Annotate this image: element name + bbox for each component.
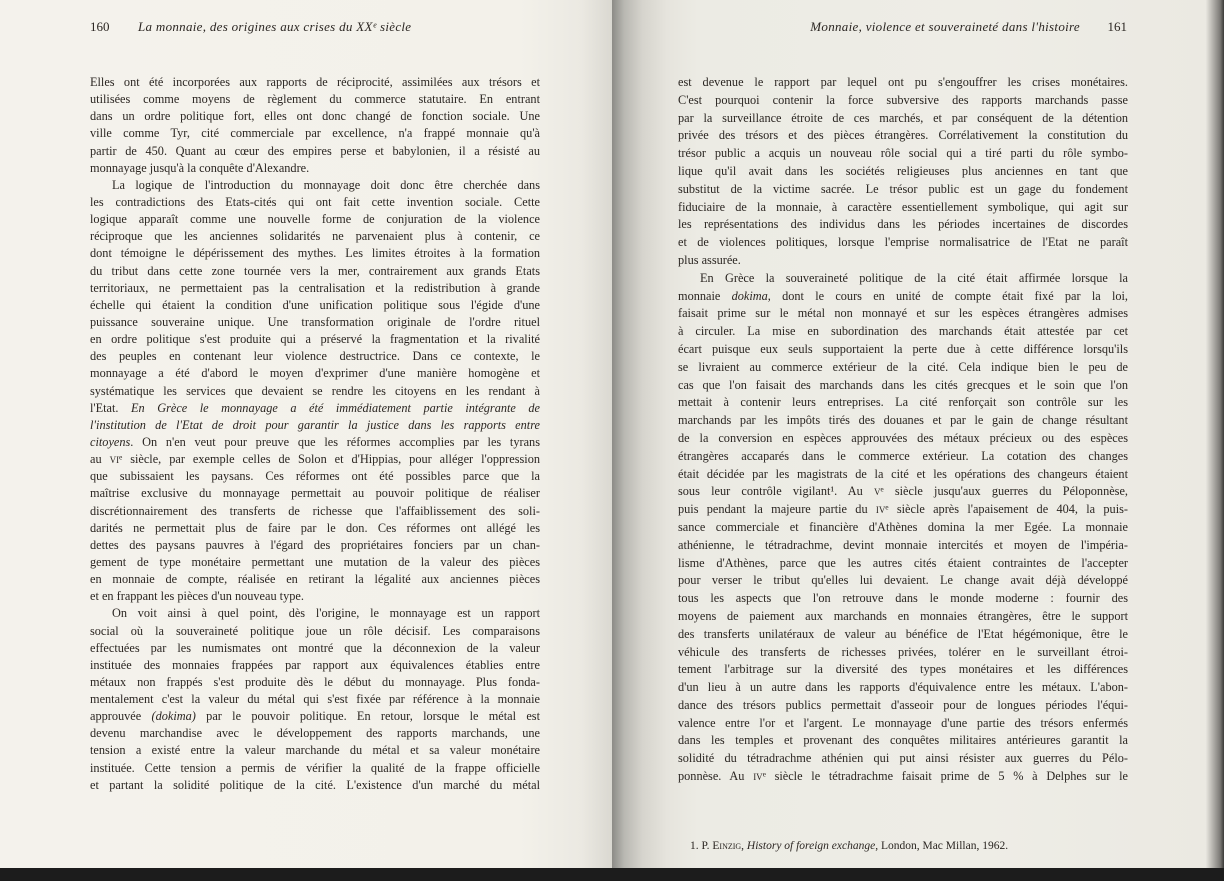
text-segment: en ordre politique s'est produite qui a préservé la fragmentation et la rivalité — [90, 332, 540, 347]
text-line — [678, 395, 1128, 413]
text-line — [90, 624, 540, 641]
text-line — [678, 200, 1128, 218]
text-segment: en monnaie de compte, réalisée en retirant la légalité aux anciennes pièces — [90, 572, 540, 587]
text-line — [678, 360, 1128, 378]
text-segment: tension a existé entre la valeur marchande du métal et sa valeur monétaire — [90, 743, 540, 758]
text-line — [90, 761, 540, 778]
text-segment: monnaie — [678, 288, 732, 303]
text-segment: partir de 450. Quant au cœur des empires perse et babylonien, il a résisté au — [90, 143, 540, 158]
text-line — [90, 606, 540, 623]
text-segment: moyens de paiement aux marchands en monnaies étrangères, être le support — [678, 608, 1128, 623]
text-line — [90, 658, 540, 675]
text-line — [90, 504, 540, 521]
text-line — [90, 521, 540, 538]
text-segment: tous les aspects que l'on retrouve dans le monde moderne : fournir des — [678, 591, 1128, 606]
italic-segment: History of foreign exchange — [746, 840, 876, 852]
text-segment: marchands par les impôts tirés des douanes et par le gain de change résultant — [678, 413, 1128, 428]
text-line — [90, 572, 540, 589]
text-line — [90, 281, 540, 298]
text-segment: En Grèce la souveraineté politique de la cité était affirmée lorsque la — [700, 270, 1128, 285]
text-segment: lique qu'il avait dans les sociétés religieuses plus anciennes en tant que — [678, 163, 1128, 178]
text-line — [90, 675, 540, 692]
text-segment: maîtrise exclusive du monnayage permettait au pouvoir politique de réaliser — [90, 486, 540, 501]
text-segment: valence entre l'or et l'argent. Le monnayage d'une partie des trésors enfermés — [678, 715, 1128, 730]
text-line — [90, 452, 540, 469]
text-line — [90, 161, 540, 178]
text-segment: ᵉ siècle après l'apaisement de 404, la puis- — [885, 502, 1128, 517]
text-segment: et de violences politiques, lorsque l'emprise normalisatrice de l'Etat ne paraît — [678, 235, 1128, 250]
text-segment: La logique de l'introduction du monnayage doit donc être cherchée dans — [112, 177, 540, 192]
italic-segment: dokima — [731, 288, 768, 303]
text-line — [678, 324, 1128, 342]
right-page — [612, 0, 1224, 870]
text-segment: les contradictions des Etats-cités qui ont fait cette invention sociale. Cette — [90, 194, 540, 209]
text-segment: solidité du tétradrachme athénien qui put ainsi résister aux guerres du Pélo- — [678, 751, 1128, 766]
text-segment: dance des trésors publics permettait d'asseoir pour de longues périodes l'équi- — [678, 697, 1128, 712]
right-running-title: Monnaie, violence et souveraineté dans l'histoire — [810, 19, 1080, 34]
text-segment: que subissaient les paysans. Ces réformes ont été possibles parce que la — [90, 469, 540, 484]
text-segment: 1. P. — [690, 840, 713, 852]
text-line — [90, 384, 540, 401]
text-line — [678, 449, 1128, 467]
text-line — [678, 716, 1128, 734]
text-line — [678, 502, 1128, 520]
text-line — [90, 195, 540, 212]
text-segment: écart puisque eux seuls supportaient la perte due à cette différence lorsqu'ils — [678, 341, 1128, 356]
text-line — [90, 264, 540, 281]
text-line — [678, 484, 1128, 502]
text-segment: sance commerciale et financière d'Athènes domina la mer Egée. La monnaie — [678, 519, 1128, 534]
text-line — [678, 733, 1128, 751]
text-segment: instituée. Cette tension a permis de vérifier la qualité de la frappe officielle — [90, 760, 540, 775]
text-line — [678, 591, 1128, 609]
text-segment: . On n'en veut pour preuve que les réformes accomplies par les tyrans — [130, 434, 540, 449]
text-segment: , dont le cours en unité de compte était fixé par la loi, — [767, 288, 1129, 303]
text-segment: des peuples en contenant leur violence destructrice. Dans ce contexte, le — [90, 349, 540, 364]
text-line — [678, 306, 1128, 324]
text-segment: lisme d'Athènes, parce que les autres cités étaient contraintes de l'accepter — [678, 555, 1128, 570]
text-line — [678, 662, 1128, 680]
text-line — [678, 289, 1128, 307]
text-segment: par la surveillance étroite de ces marchés, et par conséquent de la détention — [678, 110, 1128, 125]
text-segment: plus assurée. — [678, 252, 741, 267]
text-line — [678, 182, 1128, 200]
text-line — [90, 778, 540, 795]
text-line — [90, 109, 540, 126]
text-segment: darités ne permettait plus de faire par le don. Ces réformes ont allégé les — [90, 520, 540, 535]
text-line — [678, 93, 1128, 111]
text-segment: se livraient au commerce extérieur de la cité. Cela indique bien le peu de — [678, 359, 1128, 374]
text-line — [678, 573, 1128, 591]
text-line — [90, 229, 540, 246]
text-segment: social où la souveraineté politique joue un rôle décisif. Les comparaisons — [90, 623, 540, 638]
text-line — [90, 144, 540, 161]
text-segment: monnayage a été d'abord le moyen d'exprimer d'une manière homogène et — [90, 366, 540, 381]
text-line — [90, 212, 540, 229]
text-line — [678, 467, 1128, 485]
text-segment: les représentations des individus dans les périodes incertaines de discordes — [678, 217, 1128, 232]
text-segment: des transferts unilatéraux de valeur au bénéfice de l'Etat hégémonique, être le — [678, 626, 1128, 641]
text-line — [678, 751, 1128, 769]
text-segment: au — [90, 452, 110, 467]
small-caps-segment: vi — [109, 452, 120, 467]
text-segment: échelle qui étaient la condition d'une unification politique sous l'égide d'une — [90, 297, 540, 312]
text-line — [90, 246, 540, 263]
text-segment: ᵉ siècle, par exemple celles de Solon et d'Hippias, pour alléger l'oppression — [119, 452, 540, 467]
text-line — [678, 556, 1128, 574]
text-line — [90, 366, 540, 383]
italic-segment: (dokima) — [151, 709, 196, 724]
text-segment: , — [741, 840, 747, 852]
text-line — [90, 469, 540, 486]
text-line — [678, 271, 1128, 289]
text-line — [678, 342, 1128, 360]
text-line — [678, 235, 1128, 253]
text-line — [90, 315, 540, 332]
text-line — [678, 520, 1128, 538]
text-line — [90, 743, 540, 760]
text-segment: athénienne, le tétradrachme, devint monnaie intercités et moyen de l'impéria- — [678, 537, 1128, 552]
text-line — [678, 164, 1128, 182]
text-line — [678, 431, 1128, 449]
text-segment: privée des trésors et des pièces étrangères. Corrélativement la constitution du — [678, 128, 1128, 143]
text-segment: tement l'arbitrage sur la diversité des types monétaires et les différences — [678, 662, 1128, 677]
text-line — [90, 726, 540, 743]
text-segment: systématique les services que devaient se rendre les citoyens en les rendant à — [90, 383, 540, 398]
small-caps-segment: v — [873, 484, 881, 499]
text-segment: puis pendant la majeure partie du — [678, 502, 876, 517]
text-segment: cas que l'on faisait des marchands dans les cités grecques et le soin que l'on — [678, 377, 1128, 392]
text-segment: l'Etat. — [90, 400, 132, 415]
text-line — [678, 253, 1128, 271]
text-segment: On voit ainsi à quel point, dès l'origine, le monnayage est un rapport — [112, 606, 540, 621]
text-segment: dettes des paysans pauvres à l'égard des propriétaires fonciers par un chan- — [90, 537, 540, 552]
text-segment: substitut de la victime sacrée. Le trésor public est un gage du fondement — [678, 181, 1128, 196]
text-line — [90, 418, 540, 435]
text-line — [90, 178, 540, 195]
text-segment: approuvée — [90, 709, 152, 724]
text-segment: fiduciaire de la monnaie, à caractère essentiellement symbolique, qui agit sur — [678, 199, 1128, 214]
text-segment: mentalement c'est la valeur du métal qui s'est fixée par référence à la monnaie — [90, 692, 540, 707]
text-line — [90, 538, 540, 555]
text-segment: mettait à contenir leurs entreprises. La cité renforçait son contrôle sur les — [678, 395, 1128, 410]
small-caps-segment: iv — [753, 769, 763, 784]
text-line — [678, 538, 1128, 556]
text-segment: métaux non frappés s'est produite dès le début du monnayage. Plus fonda- — [90, 674, 540, 689]
text-segment: étrangères accaparés dans le commerce extérieur. La cotation des changes — [678, 448, 1128, 463]
small-caps-segment: Einzig — [712, 840, 742, 852]
text-segment: de la conversion en espèces approuvées des métaux précieux ou des espèces — [678, 430, 1128, 445]
text-segment: ᵉ siècle le tétradrachme faisait prime de 5 % à Delphes sur le — [762, 769, 1129, 784]
text-line — [90, 92, 540, 109]
text-line — [90, 641, 540, 658]
text-segment: utilisées comme moyens de règlement du commerce statutaire. En entrant — [90, 92, 540, 107]
text-segment: , London, Mac Millan, 1962. — [875, 840, 1009, 852]
text-segment: effectuées par les numismates ont montré que la déconnexion de la valeur — [90, 640, 540, 655]
text-line — [90, 75, 540, 92]
right-page-body — [678, 75, 1128, 787]
text-line — [678, 128, 1128, 146]
text-segment: puissance souveraine unique. Une transformation originale de l'ordre rituel — [90, 314, 540, 329]
text-line — [678, 627, 1128, 645]
small-caps-segment: iv — [875, 502, 886, 517]
text-line — [678, 698, 1128, 716]
text-segment: instituée des monnaies frappées par rapport aux équivalences établies entre — [90, 657, 540, 672]
text-segment: faisait prime sur le métal non monnayé et sur les espèces étrangères admises — [678, 306, 1128, 321]
text-segment: Elles ont été incorporées aux rapports de réciprocité, assimilées aux trésors et — [90, 75, 540, 89]
text-line — [90, 298, 540, 315]
text-segment: dans les temples et provenant des conquêtes militaires antérieures garantit la — [678, 733, 1128, 748]
left-page-body — [90, 75, 540, 795]
text-line — [90, 435, 540, 452]
text-line — [678, 413, 1128, 431]
text-segment: sous leur contrôle vigilant¹. Au — [678, 484, 874, 499]
text-segment: trésor public a acquis un nouveau rôle social qui a tiré parti du rôle symbo- — [678, 146, 1128, 161]
italic-segment: En Grèce le monnayage a été immédiatement partie intégrante de — [131, 400, 541, 415]
text-segment: est devenue le rapport par lequel ont pu s'engouffrer les crises monétaires. — [678, 75, 1128, 89]
text-line — [678, 111, 1128, 129]
text-segment: devenu marchandise avec le développement des rapports marchands, une — [90, 726, 540, 741]
text-line — [678, 680, 1128, 698]
text-line — [90, 589, 540, 606]
text-segment: était décidée par les magistrats de la cité et les opérations des changeurs étaient — [678, 466, 1128, 481]
text-segment: territoriaux, ne permettaient pas la centralisation et la redistribution à grande — [90, 280, 540, 295]
text-segment: ponnèse. Au — [678, 769, 754, 784]
text-line — [90, 332, 540, 349]
left-page — [0, 0, 612, 870]
text-segment: ᵉ siècle jusqu'aux guerres du Péloponnèse, — [880, 484, 1128, 499]
scan-bottom-edge — [0, 868, 1224, 881]
text-segment: par le pouvoir politique. En retour, lorsque le métal est — [195, 709, 540, 724]
text-segment: pour verser le tribut qu'elles lui devaient. Le change avait déjà développé — [678, 573, 1128, 588]
text-segment: à circuler. La mise en subordination des marchands était attestée par cet — [678, 324, 1128, 339]
italic-segment: citoyens — [90, 434, 131, 449]
text-line — [678, 609, 1128, 627]
text-segment: C'est pourquoi contenir la force subversive des rapports marchands passe — [678, 92, 1128, 107]
text-line — [678, 645, 1128, 663]
text-line — [678, 146, 1128, 164]
text-segment: véhicule des transferts de richesses privées, tolérer en le surveillant étroi- — [678, 644, 1128, 659]
text-line — [678, 75, 1128, 93]
text-segment: dont témoigne le dépérissement des mythes. Les limites étroites à la formation — [90, 246, 540, 261]
text-segment: réciproque que les anciennes solidarités ne parvenaient plus à contenir, ce — [90, 229, 540, 244]
text-segment: dans un ordre politique fort, elles ont donc changé de fonction sociale. Une — [90, 109, 540, 124]
text-line — [678, 769, 1128, 787]
text-segment: discrétionnairement des transferts de richesse que l'affaiblissement des soli- — [90, 503, 540, 518]
text-line — [90, 401, 540, 418]
text-line — [90, 486, 540, 503]
footnote — [690, 840, 1008, 852]
text-segment: logique apparaît comme une nouvelle forme de conjuration de la violence — [90, 212, 540, 227]
text-segment: ville comme Tyr, cité commerciale par excellence, n'a frappé monnaie qu'à — [90, 126, 540, 141]
text-line — [90, 555, 540, 572]
text-segment: et en frappant les pièces d'un nouveau type. — [90, 589, 304, 604]
text-segment: monnayage jusqu'à la conquête d'Alexandre. — [90, 160, 310, 175]
italic-segment: l'institution de l'Etat de droit pour garantir la justice dans les rapports entre — [90, 417, 540, 432]
text-line — [678, 217, 1128, 235]
text-line — [90, 126, 540, 143]
left-page-number: 160 — [90, 19, 110, 34]
text-line — [90, 692, 540, 709]
text-segment: du tribut dans cette zone tournée vers la mer, contrairement aux grands Etats — [90, 263, 540, 278]
text-line — [90, 709, 540, 726]
text-segment: gement de type monétaire permettant une mutation de la valeur des pièces — [90, 554, 540, 569]
right-page-number: 161 — [1107, 19, 1127, 34]
text-line — [90, 349, 540, 366]
text-segment: d'un lieu à un autre dans les rapports d'équivalence entre les métaux. L'abon- — [678, 680, 1128, 695]
text-segment: et partant la solidité politique de la cité. L'existence d'un marché du métal — [90, 777, 540, 792]
text-line — [678, 378, 1128, 396]
left-running-title: La monnaie, des origines aux crises du XXᵉ siècle — [138, 19, 412, 34]
